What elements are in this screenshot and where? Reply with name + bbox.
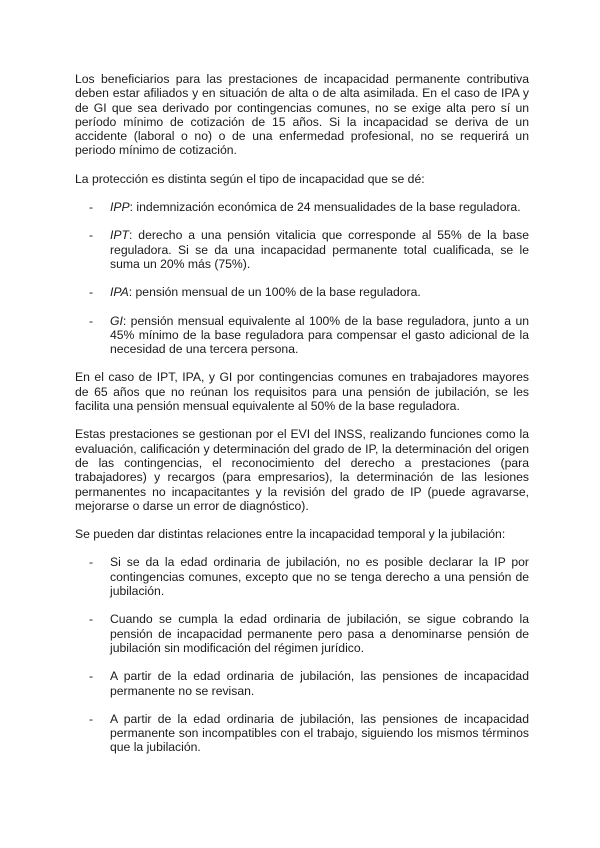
text-ipa: : pensión mensual de un 100% de la base reguladora. [128, 285, 421, 300]
list-dash: - [89, 313, 94, 328]
list-item-text: A partir de la edad ordinaria de jubilación, las pensiones de incapacidad permanente no se revisan. [110, 669, 529, 698]
list-item [75, 712, 529, 755]
term-ipt: IPT [110, 228, 129, 243]
paragraph-evi-inss: Estas prestaciones se gestionan por el EVI del INSS, realizando funciones como la evaluación, calificación y determinación del grado de IP, la determinación del origen de las contingencias, el reconocimiento del derecho a prestaciones (para trabajadores) y recargos (para empresarios), la determinación de las lesiones permanentes no incapacitantes y la revisión del grado de IP (puede agravarse, mejorarse o darse un error de diagnóstico). [75, 427, 529, 513]
paragraph-relations-intro: Se pueden dar distintas relaciones entre la incapacidad temporal y la jubilación: [75, 527, 506, 542]
term-ipp: IPP [110, 200, 130, 215]
text-ipt: : derecho a una pensión vitalicia que corresponde al 55% de la base reguladora. Si se da una incapacidad permanente total cualificada, se le suma un 20% más (75%). [110, 228, 529, 271]
list-item-text: A partir de la edad ordinaria de jubilación, las pensiones de incapacidad permanente son incompatibles con el trabajo, siguiendo los mismos términos que la jubilación. [110, 711, 529, 755]
paragraph-beneficiaries: Los beneficiarios para las prestaciones de incapacidad permanente contributiva deben estar afiliados y en situación de alta o de alta asimilada. En el caso de IPA y de GI que sea derivado por contingencias comunes, no se exige alta pero sí un período mínimo de cotización de 15 años. Si la incapacidad se deriva de un accidente (laboral o no) o de una enfermedad profesional, no se requerirá un periodo mínimo de cotización. [75, 72, 529, 158]
paragraph-over-65: En el caso de IPT, IPA, y GI por contingencias comunes en trabajadores mayores de 65 años que no reúnan los requisitos para una pensión de jubilación, se les facilita una pensión mensual equivalente al 50% de la base reguladora. [75, 370, 529, 414]
list-dash: - [89, 200, 94, 215]
list-item-text: Cuando se cumpla la edad ordinaria de jubilación, se sigue cobrando la pensión de incapacidad permanente pero pasa a denominarse pensión de jubilación sin modificación del régimen jurídico. [110, 612, 529, 655]
text-gi: : pensión mensual equivalente al 100% de la base reguladora, junto a un 45% mínimo de la base reguladora para compensar el gasto adicional de la necesidad de una tercera persona. [110, 313, 529, 357]
incapacity-types-list [75, 200, 529, 356]
list-item-text: Si se da la edad ordinaria de jubilación, no es posible declarar la IP por contingencias comunes, excepto que no se tenga derecho a una pensión de jubilación. [110, 555, 529, 599]
list-item [75, 612, 529, 655]
term-gi: GI [110, 313, 123, 328]
list-dash: - [89, 555, 94, 570]
list-dash: - [89, 612, 94, 627]
list-item-ipp [75, 200, 529, 214]
relations-list [75, 555, 529, 754]
list-dash: - [89, 669, 94, 684]
list-item-ipt [75, 228, 529, 271]
text-ipp: : indemnización económica de 24 mensualidades de la base reguladora. [129, 200, 521, 215]
list-item [75, 669, 529, 698]
list-item-gi [75, 314, 529, 357]
list-item [75, 555, 529, 598]
list-dash: - [89, 228, 94, 243]
list-dash: - [89, 711, 94, 726]
paragraph-protection-intro: La protección es distinta según el tipo de incapacidad que se dé: [75, 171, 425, 186]
term-ipa: IPA [110, 285, 129, 300]
list-dash: - [89, 285, 94, 300]
list-item-ipa [75, 285, 529, 299]
document-page [75, 72, 529, 769]
